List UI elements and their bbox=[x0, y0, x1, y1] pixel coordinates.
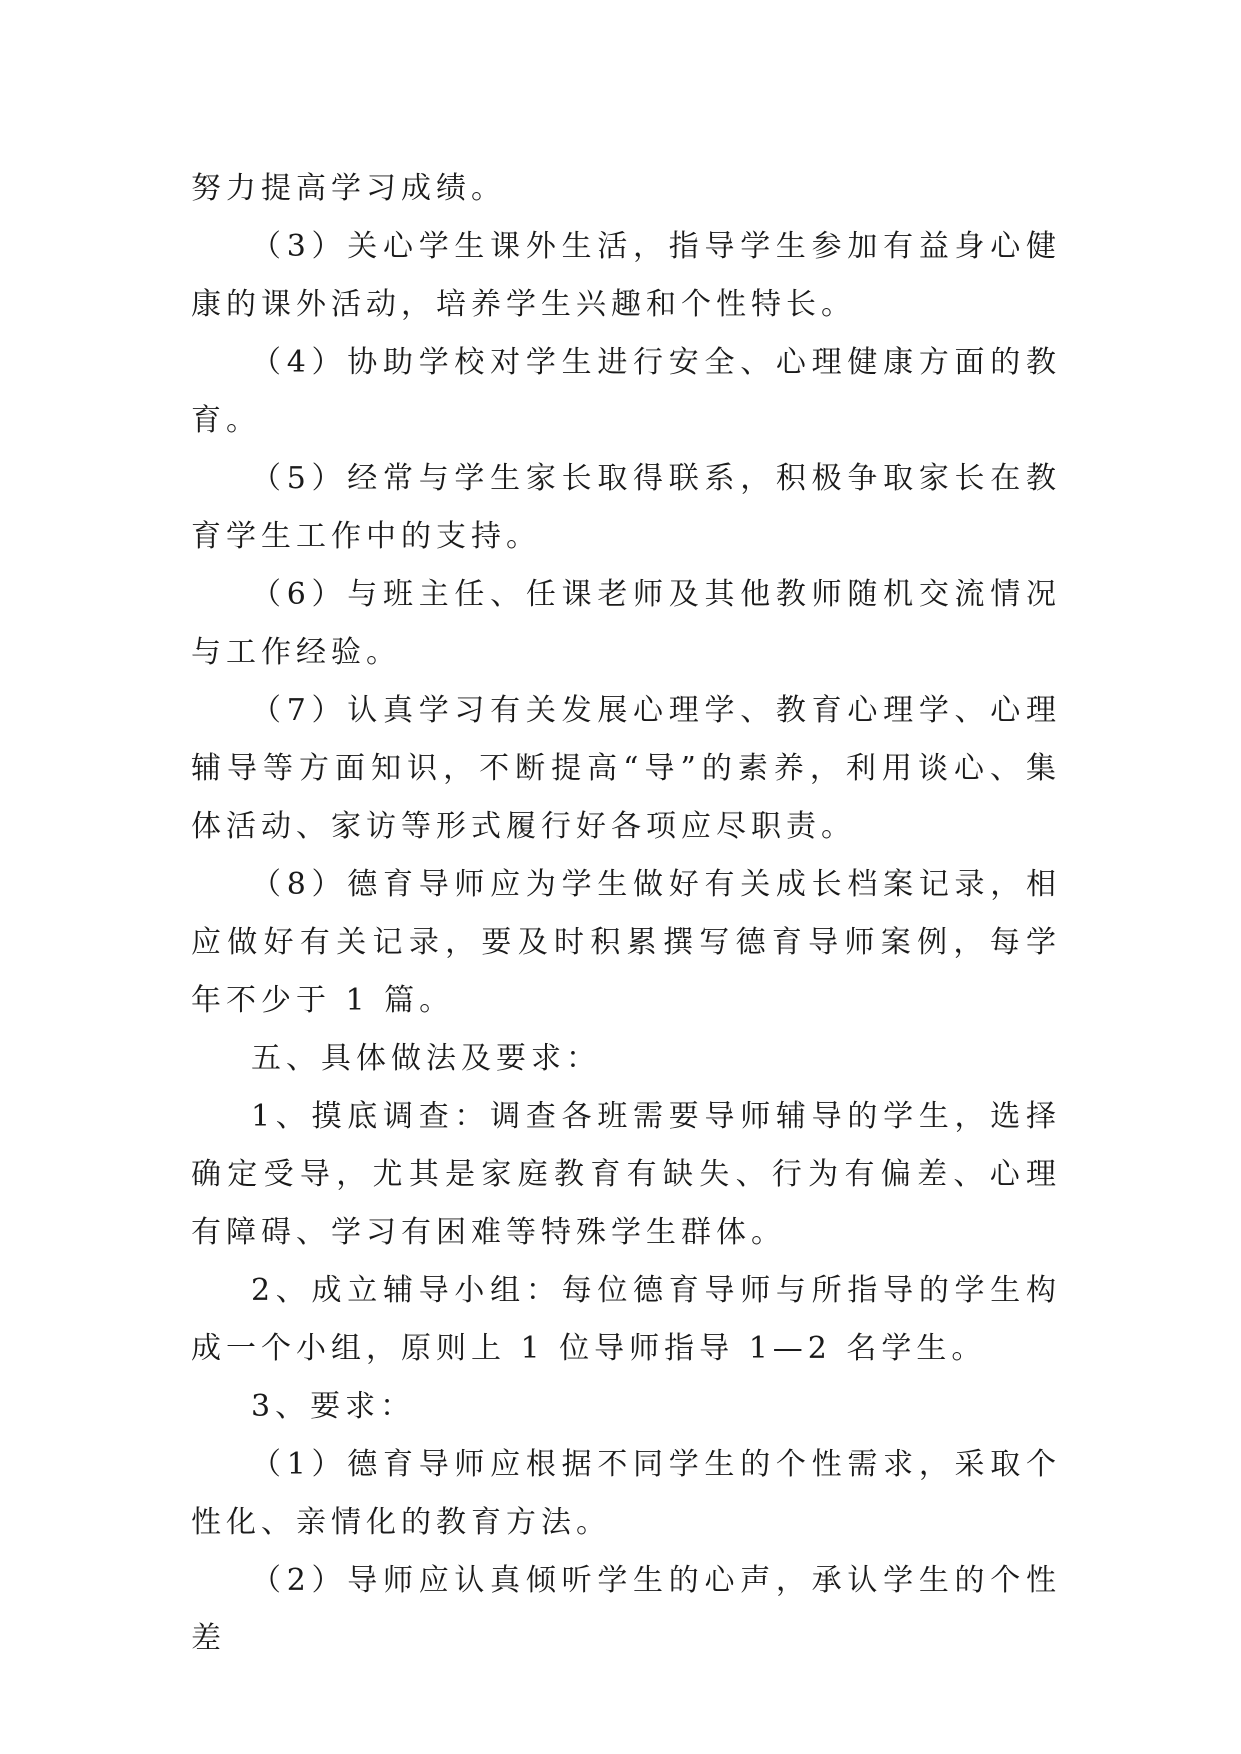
paragraph: （4）协助学校对学生进行安全、心理健康方面的教育。 bbox=[191, 345, 1061, 438]
paragraph: （3）关心学生课外生活，指导学生参加有益身心健康的课外活动，培养学生兴趣和个性特长。 bbox=[191, 229, 1061, 322]
paragraph: （1）德育导师应根据不同学生的个性需求，采取个性化、亲情化的教育方法。 bbox=[191, 1447, 1061, 1540]
paragraph: 2、成立辅导小组：每位德育导师与所指导的学生构成一个小组，原则上 1 位导师指导 1—2 名学生。 bbox=[191, 1273, 1061, 1366]
document-body bbox=[191, 160, 1061, 1668]
paragraph: （2）导师应认真倾听学生的心声，承认学生的个性差 bbox=[191, 1563, 1061, 1656]
paragraph: 努力提高学习成绩。 bbox=[191, 171, 506, 206]
paragraph: （6）与班主任、任课老师及其他教师随机交流情况与工作经验。 bbox=[191, 577, 1061, 670]
paragraph: 1、摸底调查：调查各班需要导师辅导的学生，选择确定受导，尤其是家庭教育有缺失、行为有偏差、心理有障碍、学习有困难等特殊学生群体。 bbox=[191, 1099, 1061, 1250]
paragraph: （8）德育导师应为学生做好有关成长档案记录，相应做好有关记录，要及时积累撰写德育导师案例，每学年不少于 1 篇。 bbox=[191, 867, 1061, 1018]
paragraph: （5）经常与学生家长取得联系，积极争取家长在教育学生工作中的支持。 bbox=[191, 461, 1061, 554]
paragraph: （7）认真学习有关发展心理学、教育心理学、心理辅导等方面知识，不断提高“导”的素养，利用谈心、集体活动、家访等形式履行好各项应尽职责。 bbox=[191, 693, 1061, 844]
section-heading: 五、具体做法及要求： bbox=[251, 1041, 601, 1076]
paragraph: 3、要求： bbox=[251, 1389, 416, 1424]
